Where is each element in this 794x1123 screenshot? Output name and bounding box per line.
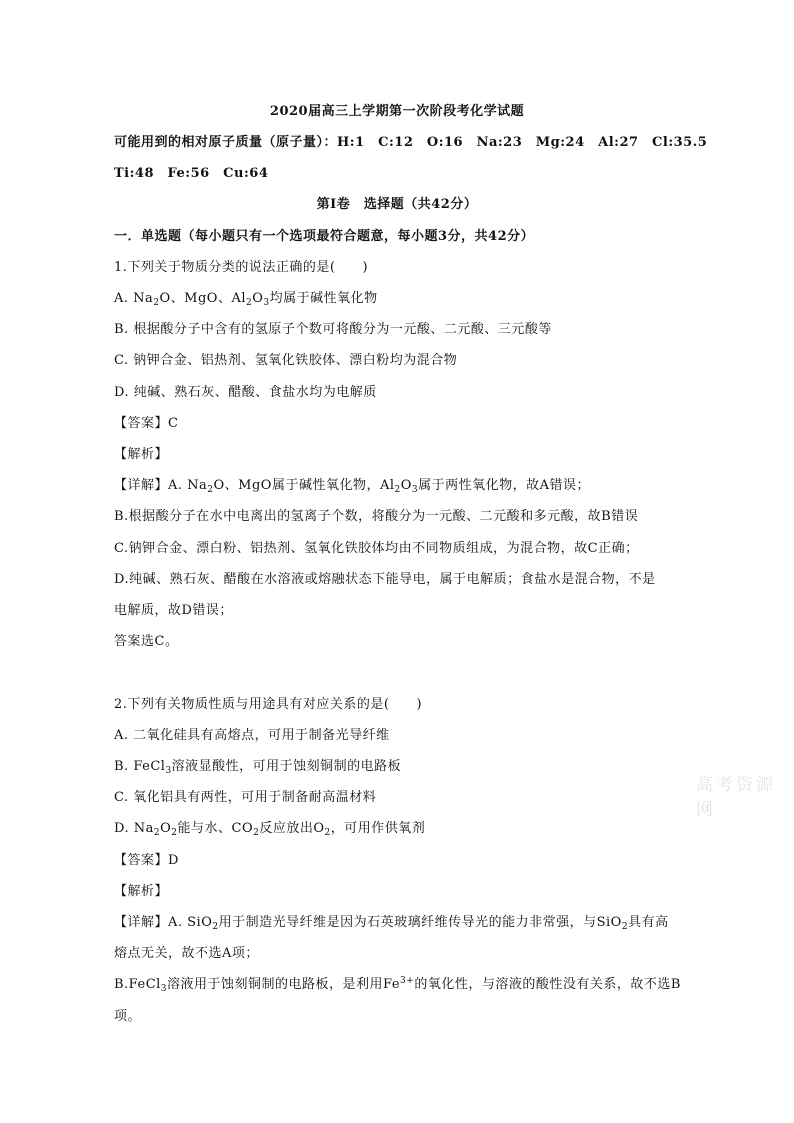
q1-stem: 1.下列关于物质分类的说法正确的是( ): [114, 260, 369, 275]
q2-analysis-label: 【解析】: [114, 884, 169, 899]
q2-option-b: B. FeCl$_3$溶液显酸性，可用于蚀刻铜制的电路板: [114, 759, 402, 776]
q2-detail-a-1: 【详解】A. SiO$_2$用于制造光导纤维是因为石英玻璃纤维传导光的能力非常强，与SiO$_2$具有高: [114, 915, 669, 932]
watermark: 高考资源网: [696, 775, 776, 820]
q2-option-a: A. 二氧化硅具有高熔点，可用于制备光导纤维: [114, 728, 390, 743]
q1-option-c: C. 钠钾合金、铝热剂、氢氧化铁胶体、漂白粉均为混合物: [114, 353, 458, 368]
q2-stem: 2.下列有关物质性质与用途具有对应关系的是( ): [114, 697, 423, 712]
q1-option-b: B. 根据酸分子中含有的氢原子个数可将酸分为一元酸、二元酸、三元酸等: [114, 322, 552, 337]
q2-detail-b-2: 项。: [114, 1009, 142, 1024]
q1-conclusion: 答案选C。: [114, 634, 179, 649]
q2-detail-a-2: 熔点无关，故不选A项；: [114, 946, 259, 961]
q1-detail-c: C.钠钾合金、漂白粉、铝热剂、氢氧化铁胶体均由不同物质组成，为混合物，故C正确；: [114, 541, 639, 556]
q1-analysis-label: 【解析】: [114, 447, 169, 462]
q1-answer: 【答案】C: [114, 416, 179, 431]
atomic-mass-line-1: 可能用到的相对原子质量（原子量）：H:1 C:12 O:16 Na:23 Mg:24 Al:27 Cl:35.5: [114, 135, 708, 150]
q1-detail-b: B.根据酸分子在水中电离出的氢离子个数，将酸分为一元酸、二元酸和多元酸，故B错误: [114, 509, 639, 524]
section-subtitle: 一．单选题（每小题只有一个选项最符合题意，每小题3分，共42分）: [114, 229, 535, 244]
q1-detail-a: 【详解】A. $Na_2O$、MgO属于碱性氧化物，$Al_2O_3$属于两性氧化物，故A错误；: [114, 478, 591, 495]
atomic-mass-line-2: Ti:48 Fe:56 Cu:64: [114, 166, 269, 181]
exam-title: 2020届高三上学期第一次阶段考化学试题: [269, 104, 525, 119]
q1-option-d: D. 纯碱、熟石灰、醋酸、食盐水均为电解质: [114, 385, 377, 400]
q1-option-a: A. $Na_2O$、MgO、$Al_2O_3$均属于碱性氧化物: [114, 291, 378, 308]
q2-option-c: C. 氧化铝具有两性，可用于制备耐高温材料: [114, 790, 377, 805]
q1-detail-d-2: 电解质，故D错误；: [114, 603, 233, 618]
q2-answer: 【答案】D: [114, 853, 179, 868]
q2-option-d: D. $Na_2O_2$能与水、$CO_2$反应放出$O_2$，可用作供氧剂: [114, 821, 426, 838]
q1-detail-d-1: D.纯碱、熟石灰、醋酸在水溶液或熔融状态下能导电，属于电解质；食盐水是混合物，不是: [114, 572, 656, 587]
section-title: 第Ⅰ卷 选择题（共42分）: [316, 197, 478, 212]
q2-detail-b-1: B.FeCl$_3$溶液用于蚀刻铜制的电路板，是利用$Fe^{3+}$的氧化性，与溶液的酸性没有关系，故不选B: [114, 976, 681, 994]
